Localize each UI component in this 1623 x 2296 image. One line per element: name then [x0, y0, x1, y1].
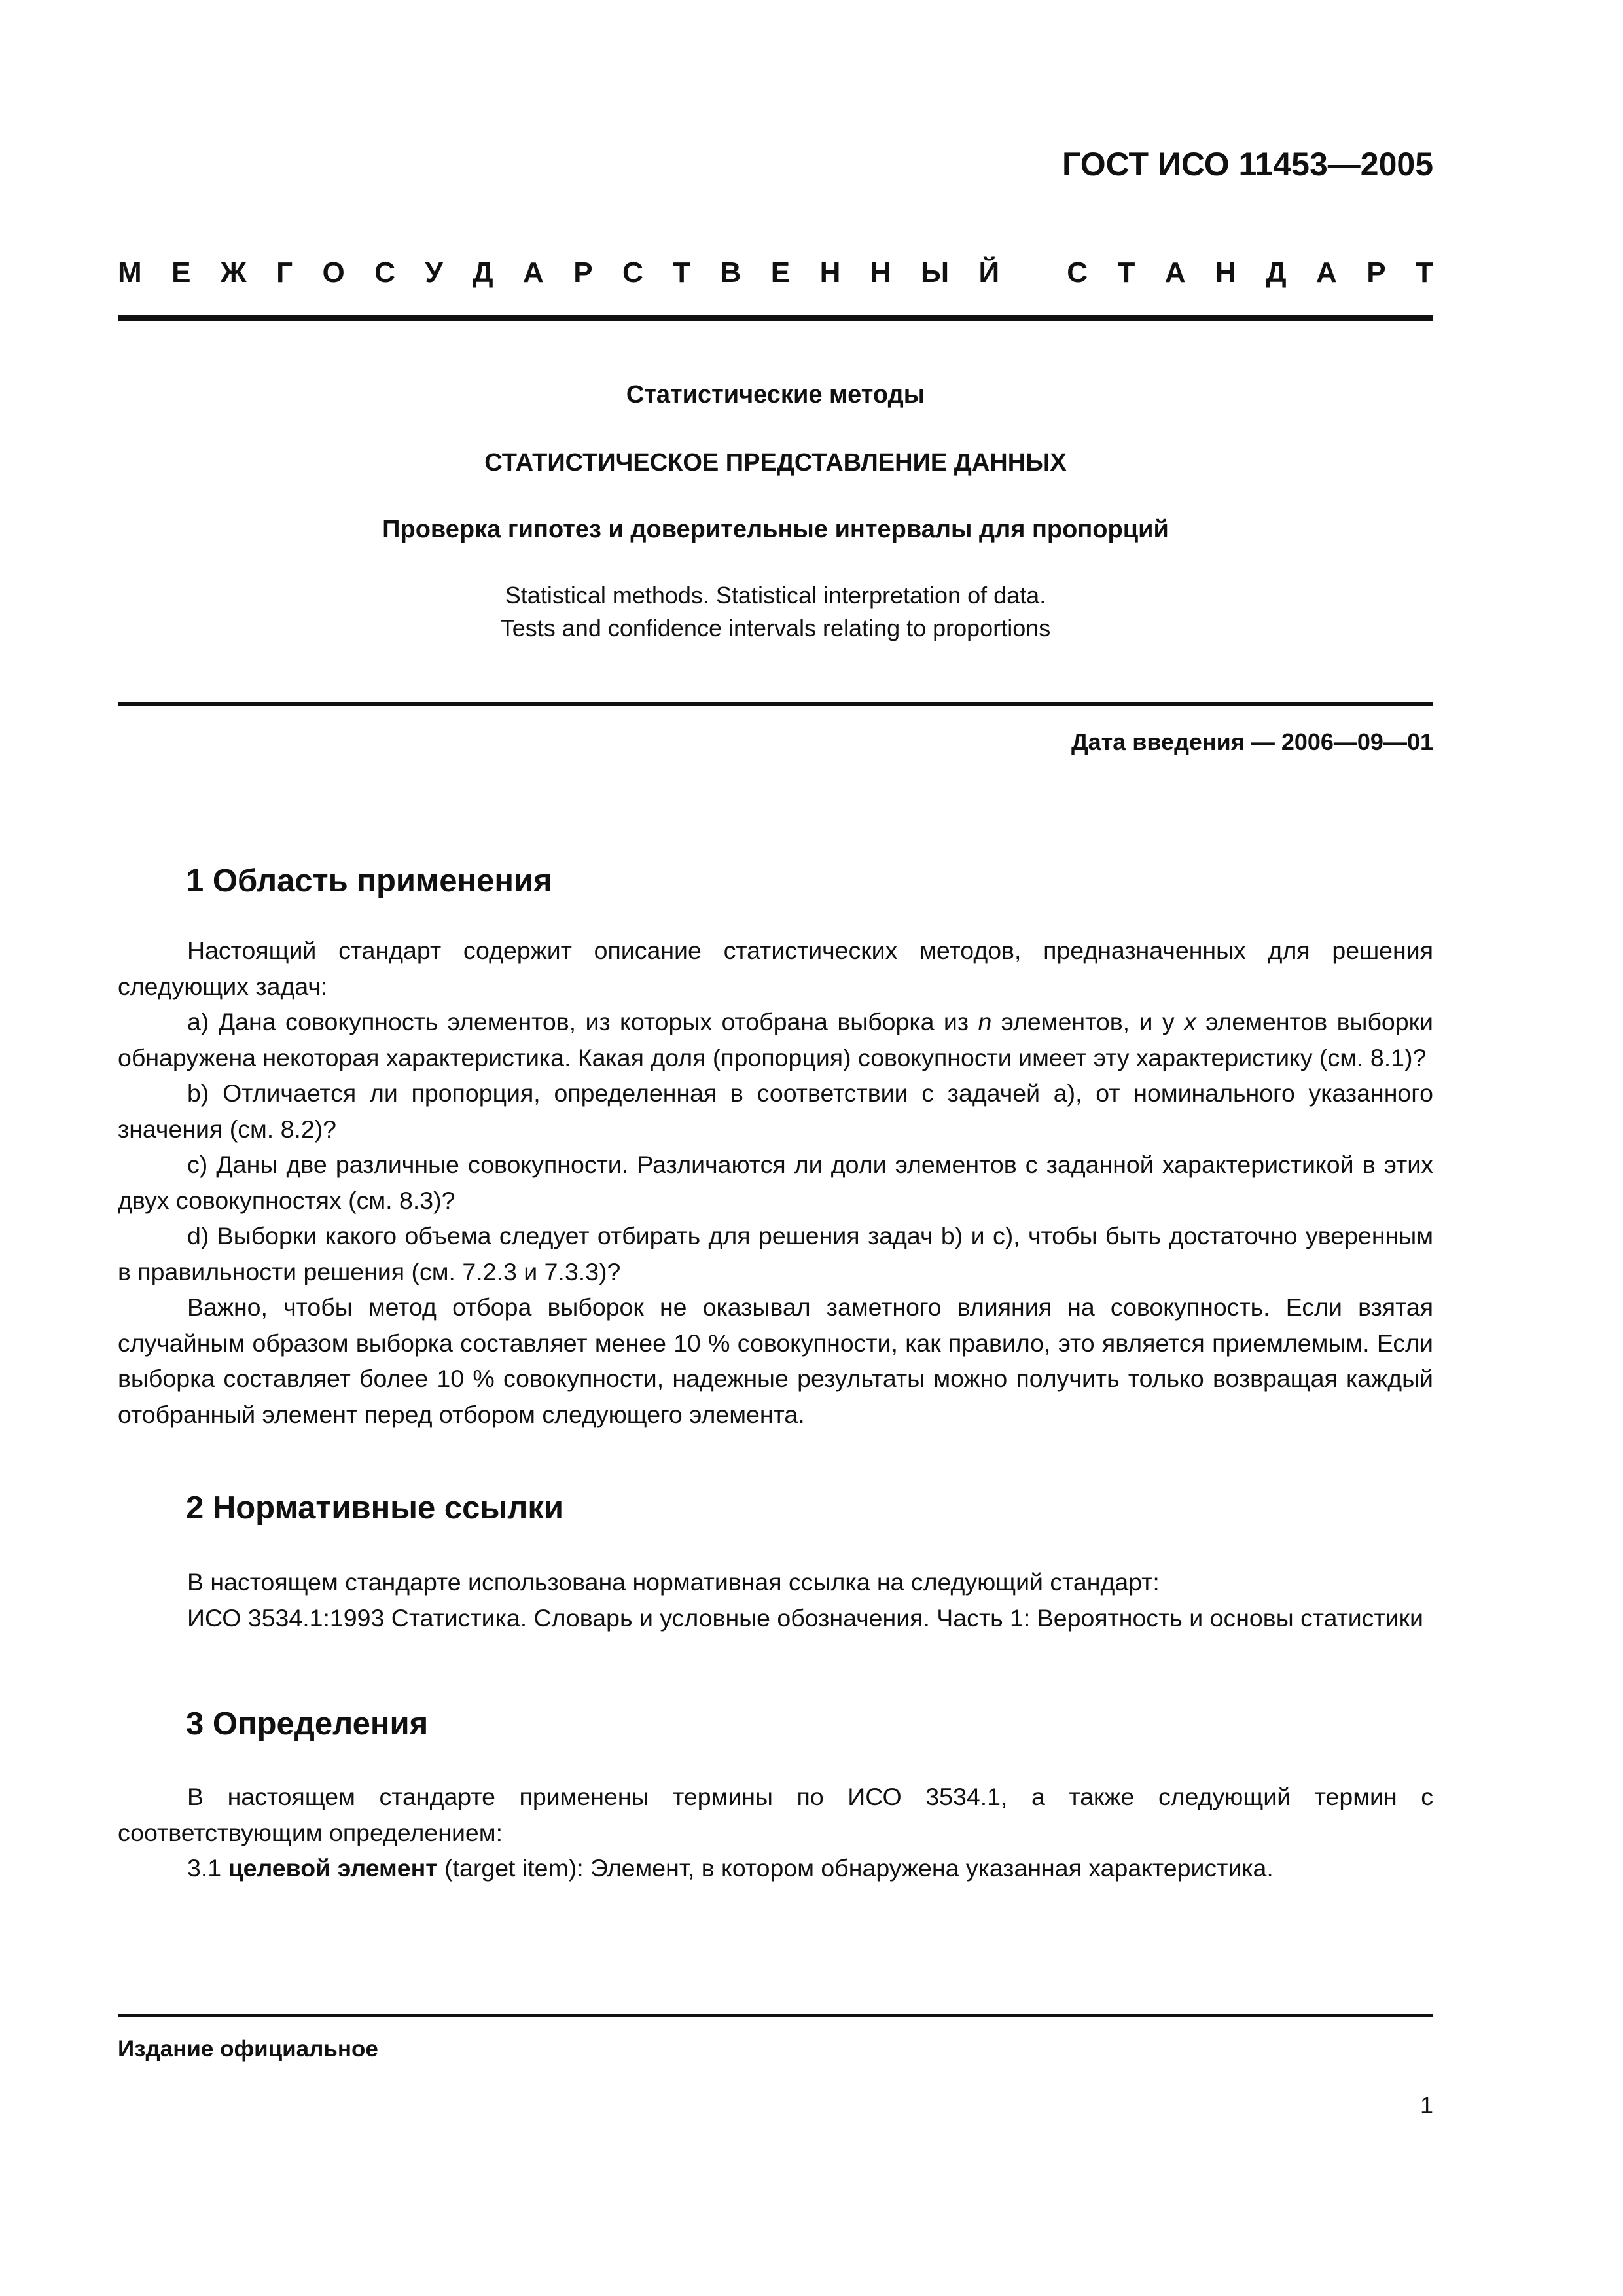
- banner-letter: С: [374, 257, 395, 289]
- banner-letter: А: [1316, 257, 1337, 289]
- footer-divider: [118, 2014, 1433, 2017]
- banner-letter: О: [322, 257, 345, 289]
- banner-letter: Д: [473, 257, 493, 289]
- banner-letter: Д: [1266, 257, 1287, 289]
- header-divider: [118, 315, 1433, 321]
- definition-text: (target item): Элемент, в котором обнаружена указанная характеристика.: [437, 1854, 1274, 1882]
- text-run: элементов выборки обнаружена некоторая характеристика. Какая доля (пропорция) совокупности имеет эту характеристику (см. 8.1)?: [118, 1008, 1433, 1071]
- banner-letter: Е: [171, 257, 191, 289]
- paragraph: В настоящем стандарте применены термины по ИСО 3534.1, а также следующий термин с соответствующим определением:: [118, 1783, 1433, 1846]
- list-item-d: d) Выборки какого объема следует отбирать для решения задач b) и c), чтобы быть достаточно уверенным в правильности решения (см. 7.2.3 и 7.3.3)?: [118, 1222, 1433, 1285]
- banner-letter: В: [720, 257, 741, 289]
- banner-letter: Р: [1366, 257, 1386, 289]
- banner-letter: Й: [978, 257, 1000, 289]
- banner-letter: М: [118, 257, 142, 289]
- text-run: a) Дана совокупность элементов, из которых отобрана выборка из: [187, 1008, 978, 1035]
- section-heading-references: 2 Нормативные ссылки: [186, 1490, 563, 1526]
- list-item-c: c) Даны две различные совокупности. Различаются ли доли элементов с заданной характеристикой в этих двух совокупностях (см. 8.3)?: [118, 1151, 1433, 1214]
- list-item-b: b) Отличается ли пропорция, определенная в соответствии с задачей a), от номинального указанного значения (см. 8.2)?: [118, 1079, 1433, 1143]
- section-body-references: [118, 1564, 1433, 1636]
- banner-letter: Н: [870, 257, 891, 289]
- banner-letter: Т: [673, 257, 691, 289]
- paragraph: Важно, чтобы метод отбора выборок не оказывал заметного влияния на совокупность. Если взятая случайным образом выборка составляет менее 10 % совокупности, как правило, это является приемлемым. Если выборка составляет более 10 % совокупности, надежные результаты можно получить только возвращая каждый отобранный элемент перед отбором следующего элемента.: [118, 1293, 1433, 1428]
- banner-letter: Н: [1215, 257, 1236, 289]
- banner-letter: Т: [1117, 257, 1135, 289]
- banner-letter: Ж: [220, 257, 247, 289]
- banner-letter: С: [622, 257, 643, 289]
- title-divider: [118, 702, 1433, 706]
- title-english: [118, 579, 1433, 645]
- section-heading-definitions: 3 Определения: [186, 1706, 429, 1742]
- banner-letter: Г: [276, 257, 293, 289]
- title-category: Статистические методы: [626, 381, 925, 408]
- title-main: СТАТИСТИЧЕСКОЕ ПРЕДСТАВЛЕНИЕ ДАННЫХ: [484, 449, 1067, 476]
- section-heading-scope: 1 Область применения: [186, 863, 552, 899]
- definition-item: [118, 1850, 1433, 1886]
- document-code: ГОСТ ИСО 11453—2005: [1062, 146, 1433, 183]
- banner-gap: [1029, 257, 1037, 289]
- paragraph: Настоящий стандарт содержит описание статистических методов, предназначенных для решения следующих задач:: [118, 937, 1433, 1000]
- banner-letter: Т: [1416, 257, 1433, 289]
- title-english-line: Statistical methods. Statistical interpretation of data.: [505, 582, 1046, 609]
- page-number: 1: [1419, 2092, 1433, 2119]
- title-sub: Проверка гипотез и доверительные интервалы для пропорций: [382, 516, 1169, 543]
- definition-term: целевой элемент: [228, 1854, 438, 1882]
- list-item-a: [118, 1004, 1433, 1075]
- official-edition-label: Издание официальное: [118, 2036, 378, 2062]
- variable-n: n: [978, 1008, 992, 1035]
- banner-letter: С: [1067, 257, 1088, 289]
- banner-letter: Е: [770, 257, 791, 289]
- banner-letter: У: [425, 257, 443, 289]
- banner-letter: А: [523, 257, 544, 289]
- interstate-standard-banner: [118, 257, 1433, 289]
- title-english-line: Tests and confidence intervals relating to proportions: [500, 615, 1051, 641]
- section-body-definitions: [118, 1779, 1433, 1886]
- banner-letter: Р: [573, 257, 593, 289]
- text-run: элементов, и у: [991, 1008, 1185, 1035]
- paragraph: В настоящем стандарте использована нормативная ссылка на следующий стандарт:: [187, 1568, 1160, 1596]
- reference-item: ИСО 3534.1:1993 Статистика. Словарь и условные обозначения. Часть 1: Вероятность и основы статистики: [187, 1604, 1423, 1632]
- banner-letter: А: [1164, 257, 1186, 289]
- banner-letter: Н: [819, 257, 841, 289]
- definition-number: 3.1: [187, 1854, 228, 1882]
- section-body-scope: [118, 933, 1433, 1432]
- introduction-date: Дата введения — 2006—09—01: [1071, 728, 1433, 755]
- variable-x: x: [1184, 1008, 1196, 1035]
- banner-letter: Ы: [921, 257, 950, 289]
